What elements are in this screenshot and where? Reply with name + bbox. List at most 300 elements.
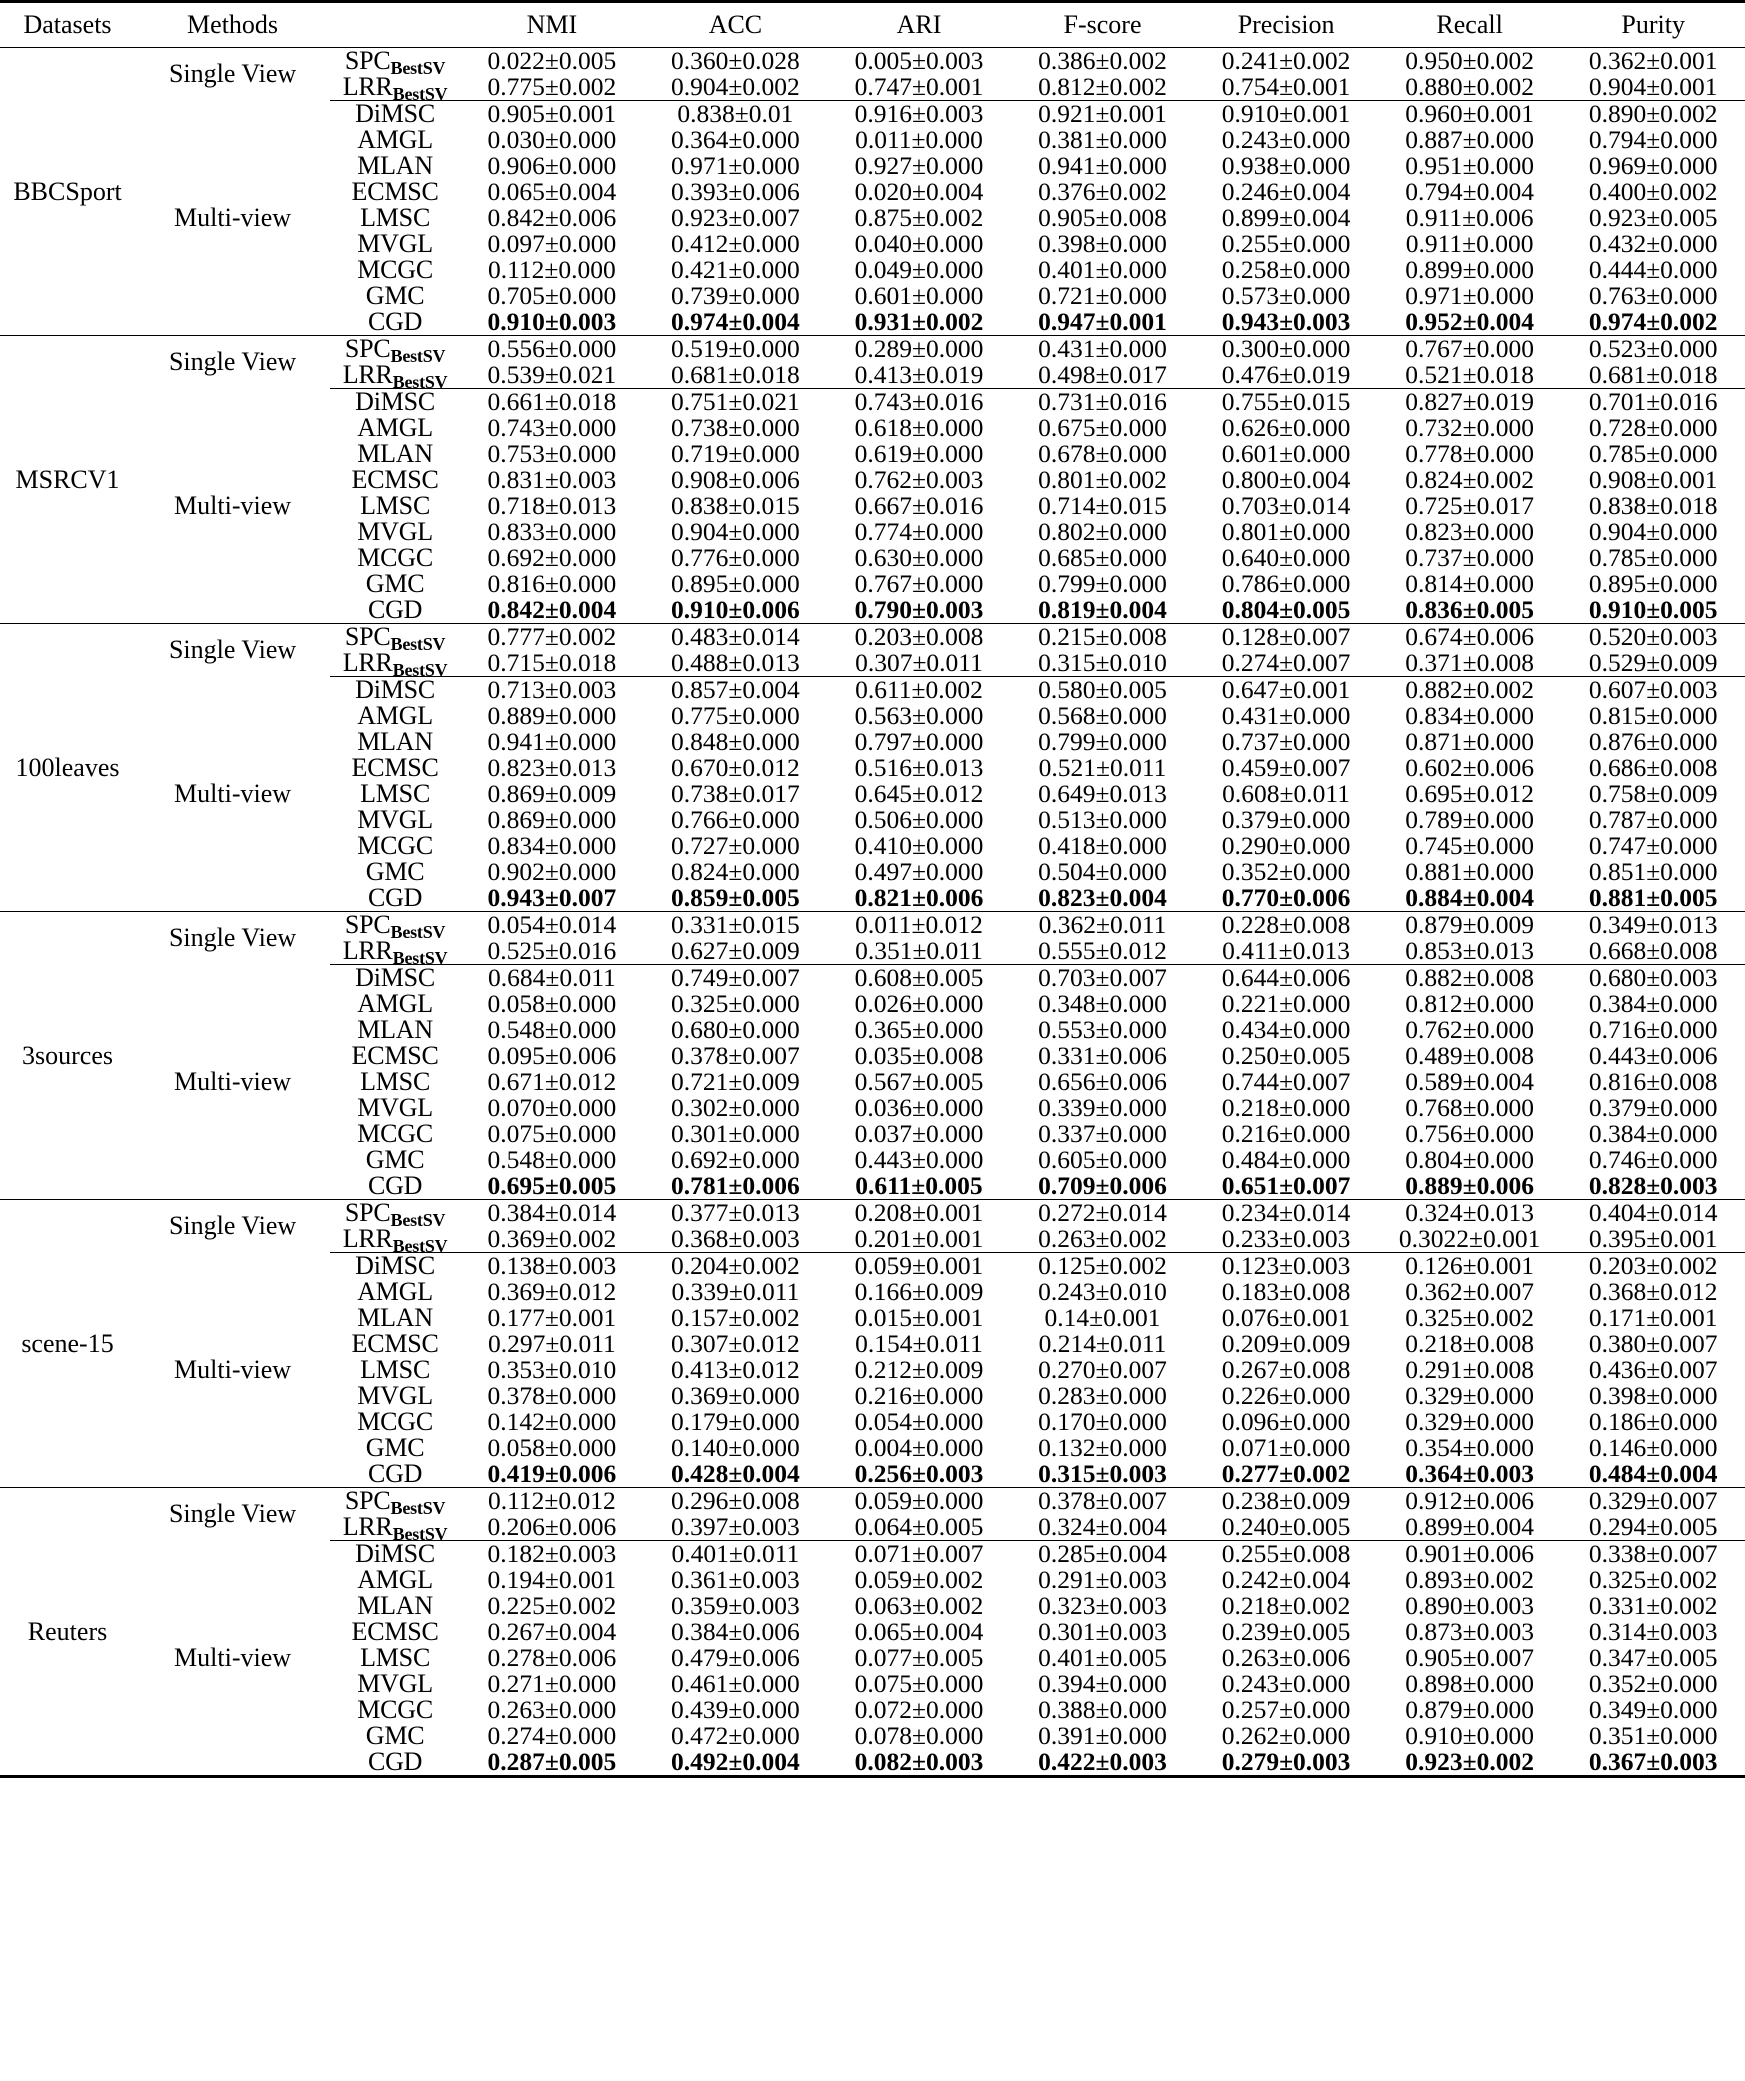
method-name-cgd: CGD bbox=[367, 883, 423, 912]
metric-value-acc: 0.681±0.018 bbox=[671, 360, 800, 390]
method-name-mvgl: MVGL bbox=[357, 1093, 433, 1122]
metric-value-f-score: 0.315±0.003 bbox=[1038, 1459, 1167, 1489]
table-row bbox=[0, 336, 1745, 363]
metric-value-f-score: 0.301±0.003 bbox=[1038, 1617, 1167, 1647]
metric-value-purity: 0.329±0.007 bbox=[1588, 1486, 1718, 1516]
metric-value-ari: 0.011±0.012 bbox=[855, 910, 983, 940]
metric-value-nmi: 0.671±0.012 bbox=[487, 1067, 617, 1097]
metric-value-acc: 0.179±0.000 bbox=[671, 1407, 800, 1437]
metric-value-acc: 0.751±0.021 bbox=[644, 389, 828, 416]
metric-value-nmi: 0.743±0.000 bbox=[487, 413, 617, 443]
metric-value-purity: 0.969±0.000 bbox=[1588, 151, 1718, 181]
method-subscript: BestSV bbox=[392, 1236, 448, 1256]
metric-value-recall: 0.745±0.000 bbox=[1405, 831, 1534, 861]
metric-value-f-score: 0.568±0.000 bbox=[1038, 701, 1167, 731]
metric-value-nmi: 0.816±0.000 bbox=[487, 569, 617, 599]
metric-value-purity: 0.828±0.003 bbox=[1588, 1171, 1718, 1201]
metric-value-recall: 0.589±0.004 bbox=[1405, 1067, 1534, 1097]
metric-value-ari: 0.082±0.003 bbox=[854, 1747, 984, 1777]
metric-value-acc: 0.488±0.013 bbox=[671, 648, 800, 678]
method-subscript: BestSV bbox=[390, 634, 446, 654]
metric-value-f-score: 0.905±0.008 bbox=[1038, 203, 1167, 233]
metric-value-ari: 0.608±0.005 bbox=[827, 965, 1011, 992]
method-name-mcgc: MCGC bbox=[357, 1695, 433, 1724]
metric-value-ari: 0.443±0.000 bbox=[854, 1145, 984, 1175]
metric-value-purity: 0.368±0.012 bbox=[1588, 1277, 1718, 1307]
metric-value-recall: 0.3022±0.001 bbox=[1398, 1224, 1541, 1254]
metric-value-nmi: 0.206±0.006 bbox=[487, 1512, 617, 1542]
metric-value-recall: 0.325±0.002 bbox=[1405, 1303, 1534, 1333]
metric-value-ari: 0.075±0.000 bbox=[854, 1669, 984, 1699]
metric-value-f-score: 0.362±0.011 bbox=[1038, 910, 1167, 940]
metric-value-purity: 0.294±0.005 bbox=[1588, 1512, 1718, 1542]
metric-value-acc: 0.895±0.000 bbox=[671, 569, 800, 599]
metric-value-ari: 0.747±0.001 bbox=[854, 72, 984, 102]
metric-value-ari: 0.790±0.003 bbox=[854, 595, 984, 625]
metric-value-nmi: 0.869±0.000 bbox=[487, 805, 617, 835]
metric-value-purity: 0.398±0.000 bbox=[1588, 1381, 1718, 1411]
metric-value-ari: 0.065±0.004 bbox=[854, 1617, 984, 1647]
column-header-methods-2 bbox=[330, 2, 460, 48]
metric-value-ari: 0.064±0.005 bbox=[854, 1512, 984, 1542]
metric-value-f-score: 0.348±0.000 bbox=[1038, 989, 1167, 1019]
metric-value-recall: 0.823±0.000 bbox=[1405, 517, 1534, 547]
metric-value-acc: 0.680±0.000 bbox=[671, 1015, 800, 1045]
metric-value-nmi: 0.539±0.021 bbox=[487, 360, 617, 390]
metric-value-f-score: 0.819±0.004 bbox=[1038, 595, 1167, 625]
metric-value-f-score: 0.921±0.001 bbox=[1011, 101, 1195, 128]
metric-value-acc: 0.384±0.006 bbox=[671, 1617, 800, 1647]
metric-value-precision: 0.626±0.000 bbox=[1221, 413, 1351, 443]
metric-value-purity: 0.895±0.000 bbox=[1588, 569, 1718, 599]
method-group-multi-view: Multi-view bbox=[174, 490, 292, 520]
metric-value-acc: 0.461±0.000 bbox=[671, 1669, 800, 1699]
metric-value-acc: 0.397±0.003 bbox=[671, 1512, 800, 1542]
metric-value-nmi: 0.369±0.012 bbox=[487, 1277, 617, 1307]
metric-value-nmi: 0.833±0.000 bbox=[487, 517, 617, 547]
metric-value-precision: 0.379±0.000 bbox=[1221, 805, 1351, 835]
method-group-single-view: Single View bbox=[168, 923, 297, 953]
metric-value-f-score: 0.263±0.002 bbox=[1038, 1224, 1167, 1254]
metric-value-precision: 0.242±0.004 bbox=[1221, 1565, 1351, 1595]
metric-value-recall: 0.879±0.000 bbox=[1405, 1695, 1534, 1725]
metric-value-precision: 0.434±0.000 bbox=[1221, 1015, 1351, 1045]
metric-value-precision: 0.786±0.000 bbox=[1221, 569, 1351, 599]
metric-value-acc: 0.492±0.004 bbox=[671, 1747, 800, 1777]
metric-value-recall: 0.882±0.008 bbox=[1378, 965, 1562, 992]
metric-value-f-score: 0.812±0.002 bbox=[1038, 72, 1167, 102]
table-row bbox=[0, 1541, 1745, 1568]
metric-value-purity: 0.171±0.001 bbox=[1588, 1303, 1718, 1333]
metric-value-nmi: 0.753±0.000 bbox=[487, 439, 617, 469]
metric-value-purity: 0.746±0.000 bbox=[1588, 1145, 1718, 1175]
metric-value-ari: 0.567±0.005 bbox=[854, 1067, 984, 1097]
metric-value-precision: 0.257±0.000 bbox=[1221, 1695, 1351, 1725]
metric-value-precision: 0.183±0.008 bbox=[1221, 1277, 1351, 1307]
metric-value-f-score: 0.132±0.000 bbox=[1038, 1433, 1167, 1463]
dataset-label: MSRCV1 bbox=[15, 464, 120, 494]
metric-value-nmi: 0.177±0.001 bbox=[487, 1303, 617, 1333]
metric-value-acc: 0.670±0.012 bbox=[671, 753, 800, 783]
metric-value-recall: 0.899±0.000 bbox=[1405, 255, 1534, 285]
metric-value-precision: 0.459±0.007 bbox=[1221, 753, 1351, 783]
metric-value-ari: 0.516±0.013 bbox=[854, 753, 984, 783]
metric-value-f-score: 0.675±0.000 bbox=[1038, 413, 1167, 443]
metric-value-precision: 0.267±0.008 bbox=[1221, 1355, 1351, 1385]
metric-value-acc: 0.325±0.000 bbox=[671, 989, 800, 1019]
method-name-spc: SPCBestSV bbox=[344, 46, 446, 78]
method-name-lrr: LRRBestSV bbox=[342, 1512, 448, 1544]
metric-value-precision: 0.263±0.006 bbox=[1221, 1643, 1351, 1673]
metric-value-purity: 0.338±0.007 bbox=[1561, 1541, 1745, 1568]
metric-value-nmi: 0.095±0.006 bbox=[487, 1041, 617, 1071]
metric-value-recall: 0.794±0.004 bbox=[1405, 177, 1534, 207]
metric-value-precision: 0.651±0.007 bbox=[1221, 1171, 1351, 1201]
method-name-lmsc: LMSC bbox=[360, 1067, 431, 1096]
metric-value-ari: 0.256±0.003 bbox=[854, 1459, 984, 1489]
metric-value-recall: 0.789±0.000 bbox=[1405, 805, 1534, 835]
method-name-amgl: AMGL bbox=[357, 1277, 433, 1306]
method-name-spc: SPCBestSV bbox=[344, 334, 446, 366]
metric-value-purity: 0.686±0.008 bbox=[1588, 753, 1718, 783]
metric-value-precision: 0.209±0.009 bbox=[1221, 1329, 1351, 1359]
metric-value-purity: 0.923±0.005 bbox=[1588, 203, 1718, 233]
metric-value-purity: 0.680±0.003 bbox=[1561, 965, 1745, 992]
method-name-cgd: CGD bbox=[367, 1171, 423, 1200]
metric-value-purity: 0.484±0.004 bbox=[1588, 1459, 1718, 1489]
metric-value-nmi: 0.058±0.000 bbox=[487, 989, 617, 1019]
metric-value-recall: 0.882±0.002 bbox=[1378, 677, 1562, 704]
method-name-ecmsc: ECMSC bbox=[351, 1617, 439, 1646]
metric-value-acc: 0.908±0.006 bbox=[671, 465, 800, 495]
metric-value-nmi: 0.869±0.009 bbox=[487, 779, 617, 809]
metric-value-purity: 0.794±0.000 bbox=[1588, 125, 1718, 155]
method-subscript: BestSV bbox=[390, 922, 446, 942]
metric-value-recall: 0.126±0.001 bbox=[1378, 1253, 1562, 1280]
method-name-spc: SPCBestSV bbox=[344, 910, 446, 942]
metric-value-f-score: 0.386±0.002 bbox=[1038, 46, 1167, 76]
method-name-ecmsc: ECMSC bbox=[351, 1041, 439, 1070]
method-name-lrr: LRRBestSV bbox=[342, 72, 448, 104]
metric-value-ari: 0.059±0.002 bbox=[854, 1565, 984, 1595]
metric-value-f-score: 0.214±0.011 bbox=[1038, 1329, 1167, 1359]
metric-value-recall: 0.362±0.007 bbox=[1405, 1277, 1534, 1307]
method-name-ecmsc: ECMSC bbox=[351, 177, 439, 206]
metric-value-nmi: 0.274±0.000 bbox=[487, 1721, 617, 1751]
metric-value-recall: 0.364±0.003 bbox=[1405, 1459, 1534, 1489]
method-name-lmsc: LMSC bbox=[360, 1355, 431, 1384]
method-name-mcgc: MCGC bbox=[357, 1407, 433, 1436]
metric-value-ari: 0.026±0.000 bbox=[854, 989, 984, 1019]
metric-value-acc: 0.479±0.006 bbox=[671, 1643, 800, 1673]
metric-value-purity: 0.349±0.013 bbox=[1588, 910, 1718, 940]
metric-value-precision: 0.216±0.000 bbox=[1221, 1119, 1351, 1149]
method-group-single-view: Single View bbox=[168, 1499, 297, 1529]
metric-value-ari: 0.307±0.011 bbox=[855, 648, 983, 678]
metric-value-f-score: 0.324±0.004 bbox=[1038, 1512, 1167, 1542]
metric-value-f-score: 0.422±0.003 bbox=[1038, 1747, 1167, 1777]
metric-value-purity: 0.203±0.002 bbox=[1561, 1253, 1745, 1280]
method-name-gmc: GMC bbox=[365, 1433, 425, 1462]
metric-value-purity: 0.881±0.005 bbox=[1588, 883, 1718, 913]
metric-value-acc: 0.910±0.006 bbox=[671, 595, 800, 625]
metric-value-f-score: 0.703±0.007 bbox=[1011, 965, 1195, 992]
metric-value-acc: 0.412±0.000 bbox=[671, 229, 800, 259]
metric-value-purity: 0.443±0.006 bbox=[1588, 1041, 1718, 1071]
metric-value-purity: 0.763±0.000 bbox=[1588, 281, 1718, 311]
metric-value-precision: 0.277±0.002 bbox=[1221, 1459, 1351, 1489]
metric-value-precision: 0.243±0.000 bbox=[1221, 125, 1351, 155]
metric-value-acc: 0.369±0.000 bbox=[671, 1381, 800, 1411]
metric-value-purity: 0.876±0.000 bbox=[1588, 727, 1718, 757]
metric-value-purity: 0.436±0.007 bbox=[1588, 1355, 1718, 1385]
metric-value-nmi: 0.419±0.006 bbox=[487, 1459, 617, 1489]
metric-value-precision: 0.290±0.000 bbox=[1221, 831, 1351, 861]
metric-value-ari: 0.216±0.000 bbox=[854, 1381, 984, 1411]
method-subscript: BestSV bbox=[390, 1210, 446, 1230]
method-name-amgl: AMGL bbox=[357, 989, 433, 1018]
metric-value-f-score: 0.513±0.000 bbox=[1038, 805, 1167, 835]
metric-value-f-score: 0.291±0.003 bbox=[1038, 1565, 1167, 1595]
method-name-gmc: GMC bbox=[365, 1145, 425, 1174]
method-name-dimsc: DiMSC bbox=[330, 677, 460, 704]
method-name-spc: SPCBestSV bbox=[344, 1198, 446, 1230]
metric-value-precision: 0.647±0.001 bbox=[1194, 677, 1378, 704]
dataset-label: Reuters bbox=[27, 1616, 108, 1646]
metric-value-ari: 0.611±0.005 bbox=[855, 1171, 983, 1201]
metric-value-acc: 0.824±0.000 bbox=[671, 857, 800, 887]
method-group-single-view: Single View bbox=[168, 1211, 297, 1241]
metric-value-acc: 0.857±0.004 bbox=[644, 677, 828, 704]
metric-value-ari: 0.797±0.000 bbox=[854, 727, 984, 757]
method-name-amgl: AMGL bbox=[357, 1565, 433, 1594]
metric-value-nmi: 0.369±0.002 bbox=[487, 1224, 617, 1254]
metric-value-f-score: 0.170±0.000 bbox=[1038, 1407, 1167, 1437]
metric-value-f-score: 0.376±0.002 bbox=[1038, 177, 1167, 207]
metric-value-acc: 0.413±0.012 bbox=[671, 1355, 800, 1385]
method-name-gmc: GMC bbox=[365, 1721, 425, 1750]
metric-value-precision: 0.262±0.000 bbox=[1221, 1721, 1351, 1751]
method-group-multi-view: Multi-view bbox=[174, 1354, 292, 1384]
metric-value-acc: 0.401±0.011 bbox=[644, 1541, 828, 1568]
metric-value-nmi: 0.548±0.000 bbox=[487, 1145, 617, 1175]
metric-value-purity: 0.815±0.000 bbox=[1588, 701, 1718, 731]
method-group-single-view: Single View bbox=[168, 347, 297, 377]
header-row bbox=[0, 2, 1745, 48]
metric-value-acc: 0.368±0.003 bbox=[671, 1224, 800, 1254]
method-subscript: BestSV bbox=[392, 1524, 448, 1544]
metric-value-precision: 0.258±0.000 bbox=[1221, 255, 1351, 285]
metric-value-nmi: 0.142±0.000 bbox=[487, 1407, 617, 1437]
metric-value-recall: 0.324±0.013 bbox=[1405, 1198, 1534, 1228]
metric-value-nmi: 0.943±0.007 bbox=[487, 883, 617, 913]
metric-value-f-score: 0.678±0.000 bbox=[1038, 439, 1167, 469]
metric-value-purity: 0.607±0.003 bbox=[1561, 677, 1745, 704]
metric-value-precision: 0.352±0.000 bbox=[1221, 857, 1351, 887]
metric-value-f-score: 0.378±0.007 bbox=[1038, 1486, 1167, 1516]
metric-value-f-score: 0.941±0.000 bbox=[1038, 151, 1167, 181]
column-header-fscore: F-score bbox=[1063, 10, 1142, 39]
metric-value-recall: 0.880±0.002 bbox=[1405, 72, 1534, 102]
method-name-amgl: AMGL bbox=[357, 413, 433, 442]
metric-value-ari: 0.054±0.000 bbox=[854, 1407, 984, 1437]
metric-value-precision: 0.221±0.000 bbox=[1221, 989, 1351, 1019]
metric-value-purity: 0.384±0.000 bbox=[1588, 989, 1718, 1019]
metric-value-f-score: 0.401±0.000 bbox=[1038, 255, 1167, 285]
metric-value-purity: 0.747±0.000 bbox=[1588, 831, 1718, 861]
metric-value-f-score: 0.431±0.000 bbox=[1038, 334, 1167, 364]
metric-value-nmi: 0.353±0.010 bbox=[487, 1355, 617, 1385]
metric-value-recall: 0.923±0.002 bbox=[1405, 1747, 1534, 1777]
method-name-dimsc: DiMSC bbox=[330, 1253, 460, 1280]
metric-value-ari: 0.078±0.000 bbox=[854, 1721, 984, 1751]
method-name-dimsc: DiMSC bbox=[330, 389, 460, 416]
metric-value-nmi: 0.022±0.005 bbox=[487, 46, 617, 76]
metric-value-recall: 0.291±0.008 bbox=[1405, 1355, 1534, 1385]
metric-value-acc: 0.719±0.000 bbox=[671, 439, 800, 469]
metric-value-f-score: 0.685±0.000 bbox=[1038, 543, 1167, 573]
metric-value-acc: 0.439±0.000 bbox=[671, 1695, 800, 1725]
metric-value-recall: 0.971±0.000 bbox=[1405, 281, 1534, 311]
metric-value-precision: 0.243±0.000 bbox=[1221, 1669, 1351, 1699]
metric-value-f-score: 0.731±0.016 bbox=[1011, 389, 1195, 416]
metric-value-purity: 0.785±0.000 bbox=[1588, 439, 1718, 469]
metric-value-precision: 0.938±0.000 bbox=[1221, 151, 1351, 181]
method-name-mcgc: MCGC bbox=[357, 255, 433, 284]
metric-value-nmi: 0.271±0.000 bbox=[487, 1669, 617, 1699]
metric-value-acc: 0.483±0.014 bbox=[671, 622, 800, 652]
method-name-ecmsc: ECMSC bbox=[351, 1329, 439, 1358]
table-row bbox=[0, 1488, 1745, 1515]
metric-value-ari: 0.037±0.000 bbox=[854, 1119, 984, 1149]
metric-value-ari: 0.011±0.000 bbox=[855, 125, 983, 155]
metric-value-ari: 0.036±0.000 bbox=[854, 1093, 984, 1123]
metric-value-recall: 0.354±0.000 bbox=[1405, 1433, 1534, 1463]
metric-value-precision: 0.234±0.014 bbox=[1221, 1198, 1351, 1228]
metric-value-f-score: 0.580±0.005 bbox=[1011, 677, 1195, 704]
metric-value-f-score: 0.521±0.011 bbox=[1038, 753, 1167, 783]
metric-value-nmi: 0.842±0.004 bbox=[487, 595, 617, 625]
method-name-spc: SPCBestSV bbox=[344, 622, 446, 654]
method-name-mlan: MLAN bbox=[357, 1591, 433, 1620]
metric-value-recall: 0.950±0.002 bbox=[1405, 46, 1534, 76]
metric-value-recall: 0.814±0.000 bbox=[1405, 569, 1534, 599]
metric-value-precision: 0.071±0.000 bbox=[1221, 1433, 1351, 1463]
metric-value-f-score: 0.243±0.010 bbox=[1038, 1277, 1167, 1307]
method-name-cgd: CGD bbox=[367, 307, 423, 336]
metric-value-acc: 0.157±0.002 bbox=[671, 1303, 800, 1333]
metric-value-nmi: 0.263±0.000 bbox=[487, 1695, 617, 1725]
metric-value-acc: 0.692±0.000 bbox=[671, 1145, 800, 1175]
metric-value-f-score: 0.709±0.006 bbox=[1038, 1171, 1167, 1201]
method-name-lrr: LRRBestSV bbox=[342, 360, 448, 392]
metric-value-acc: 0.904±0.000 bbox=[671, 517, 800, 547]
metric-value-f-score: 0.394±0.000 bbox=[1038, 1669, 1167, 1699]
metric-value-precision: 0.800±0.004 bbox=[1221, 465, 1351, 495]
method-name-gmc: GMC bbox=[365, 569, 425, 598]
metric-value-precision: 0.246±0.004 bbox=[1221, 177, 1351, 207]
metric-value-recall: 0.951±0.000 bbox=[1405, 151, 1534, 181]
metric-value-recall: 0.521±0.018 bbox=[1405, 360, 1534, 390]
method-name-ecmsc: ECMSC bbox=[351, 753, 439, 782]
metric-value-purity: 0.314±0.003 bbox=[1588, 1617, 1718, 1647]
metric-value-purity: 0.785±0.000 bbox=[1588, 543, 1718, 573]
metric-value-precision: 0.233±0.003 bbox=[1221, 1224, 1351, 1254]
metric-value-ari: 0.916±0.003 bbox=[827, 101, 1011, 128]
metric-value-purity: 0.362±0.001 bbox=[1588, 46, 1718, 76]
metric-value-f-score: 0.331±0.006 bbox=[1038, 1041, 1167, 1071]
metric-value-precision: 0.703±0.014 bbox=[1221, 491, 1351, 521]
metric-value-purity: 0.851±0.000 bbox=[1588, 857, 1718, 887]
metric-value-nmi: 0.112±0.012 bbox=[487, 1486, 616, 1516]
dataset-label: scene-15 bbox=[21, 1328, 114, 1358]
method-name-lmsc: LMSC bbox=[360, 779, 431, 808]
method-name-mcgc: MCGC bbox=[357, 831, 433, 860]
column-header-methods: Methods bbox=[187, 10, 279, 39]
method-name-amgl: AMGL bbox=[357, 125, 433, 154]
metric-value-acc: 0.766±0.000 bbox=[671, 805, 800, 835]
metric-value-precision: 0.279±0.003 bbox=[1221, 1747, 1351, 1777]
method-name-spc: SPCBestSV bbox=[344, 1486, 446, 1518]
metric-value-acc: 0.859±0.005 bbox=[671, 883, 800, 913]
method-name-lrr: LRRBestSV bbox=[342, 1224, 448, 1256]
metric-value-nmi: 0.910±0.003 bbox=[487, 307, 617, 337]
metric-value-f-score: 0.391±0.000 bbox=[1038, 1721, 1167, 1751]
metric-value-nmi: 0.705±0.000 bbox=[487, 281, 617, 311]
metric-value-f-score: 0.721±0.000 bbox=[1038, 281, 1167, 311]
metric-value-precision: 0.255±0.008 bbox=[1194, 1541, 1378, 1568]
metric-value-precision: 0.640±0.000 bbox=[1221, 543, 1351, 573]
metric-value-recall: 0.674±0.006 bbox=[1405, 622, 1534, 652]
metric-value-acc: 0.904±0.002 bbox=[671, 72, 800, 102]
metric-value-recall: 0.873±0.003 bbox=[1405, 1617, 1534, 1647]
metric-value-f-score: 0.553±0.000 bbox=[1038, 1015, 1167, 1045]
metric-value-acc: 0.519±0.000 bbox=[671, 334, 800, 364]
table-row bbox=[0, 1253, 1745, 1280]
table-row bbox=[0, 48, 1745, 75]
metric-value-recall: 0.824±0.002 bbox=[1405, 465, 1534, 495]
method-name-gmc: GMC bbox=[365, 281, 425, 310]
column-header-precision: Precision bbox=[1237, 10, 1335, 39]
metric-value-f-score: 0.315±0.010 bbox=[1038, 648, 1167, 678]
method-name-mlan: MLAN bbox=[357, 727, 433, 756]
metric-value-nmi: 0.030±0.000 bbox=[487, 125, 617, 155]
metric-value-nmi: 0.070±0.000 bbox=[487, 1093, 617, 1123]
table-row bbox=[0, 101, 1745, 128]
metric-value-recall: 0.884±0.004 bbox=[1405, 883, 1534, 913]
metric-value-f-score: 0.339±0.000 bbox=[1038, 1093, 1167, 1123]
metric-value-purity: 0.716±0.000 bbox=[1588, 1015, 1718, 1045]
metric-value-acc: 0.781±0.006 bbox=[671, 1171, 800, 1201]
metric-value-ari: 0.931±0.002 bbox=[854, 307, 984, 337]
metric-value-acc: 0.204±0.002 bbox=[644, 1253, 828, 1280]
metric-value-acc: 0.361±0.003 bbox=[671, 1565, 800, 1595]
metric-value-ari: 0.410±0.000 bbox=[854, 831, 984, 861]
table-row bbox=[0, 389, 1745, 416]
metric-value-ari: 0.667±0.016 bbox=[854, 491, 984, 521]
metric-value-acc: 0.428±0.004 bbox=[671, 1459, 800, 1489]
metric-value-nmi: 0.713±0.003 bbox=[460, 677, 644, 704]
metric-value-precision: 0.218±0.002 bbox=[1221, 1591, 1351, 1621]
metric-value-recall: 0.371±0.008 bbox=[1405, 648, 1534, 678]
metric-value-ari: 0.497±0.000 bbox=[854, 857, 984, 887]
metric-value-nmi: 0.054±0.014 bbox=[487, 910, 617, 940]
metric-value-acc: 0.331±0.015 bbox=[671, 910, 800, 940]
metric-value-ari: 0.212±0.009 bbox=[854, 1355, 984, 1385]
column-header-purity: Purity bbox=[1621, 10, 1685, 39]
method-subscript: BestSV bbox=[392, 84, 448, 104]
metric-value-purity: 0.974±0.002 bbox=[1588, 307, 1718, 337]
